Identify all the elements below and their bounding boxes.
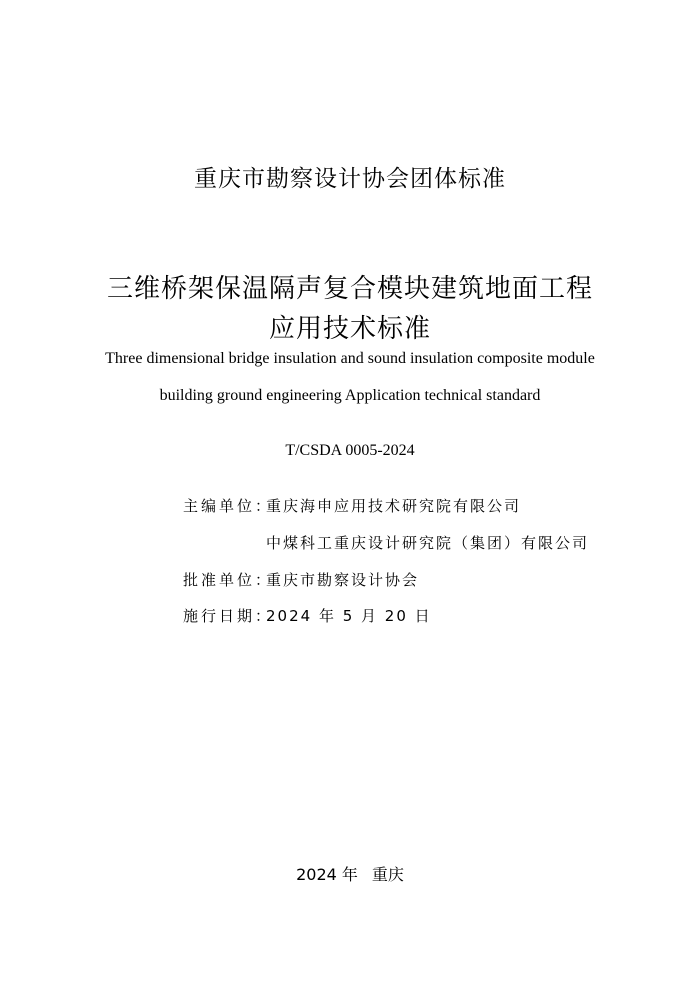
editor-label: 主编单位： bbox=[183, 497, 274, 515]
editor-unit-1: 重庆海申应用技术研究院有限公司 bbox=[266, 497, 522, 515]
effective-date-label: 施行日期： bbox=[183, 607, 274, 625]
title-en-line1: Three dimensional bridge insulation and sound insulation composite module bbox=[105, 350, 595, 367]
effective-date: 2024 年 5 月 20 日 bbox=[266, 607, 432, 625]
title-zh-line2: 应用技术标准 bbox=[268, 314, 431, 344]
approver-label: 批准单位： bbox=[183, 571, 274, 589]
title-en-line2: building ground engineering Application technical standard bbox=[159, 387, 541, 404]
footer-place: 重庆 bbox=[371, 865, 404, 884]
organization-standard-heading: 重庆市勘察设计协会团体标准 bbox=[194, 166, 506, 192]
footer bbox=[0, 862, 700, 885]
approver-unit: 重庆市勘察设计协会 bbox=[266, 571, 420, 589]
title-zh-line1: 三维桥架保温隔声复合模块建筑地面工程 bbox=[106, 274, 593, 304]
editor-unit-2: 中煤科工重庆设计研究院（集团）有限公司 bbox=[266, 534, 590, 552]
footer-year: 2024 年 bbox=[296, 865, 358, 884]
standard-code: T/CSDA 0005-2024 bbox=[285, 442, 415, 459]
